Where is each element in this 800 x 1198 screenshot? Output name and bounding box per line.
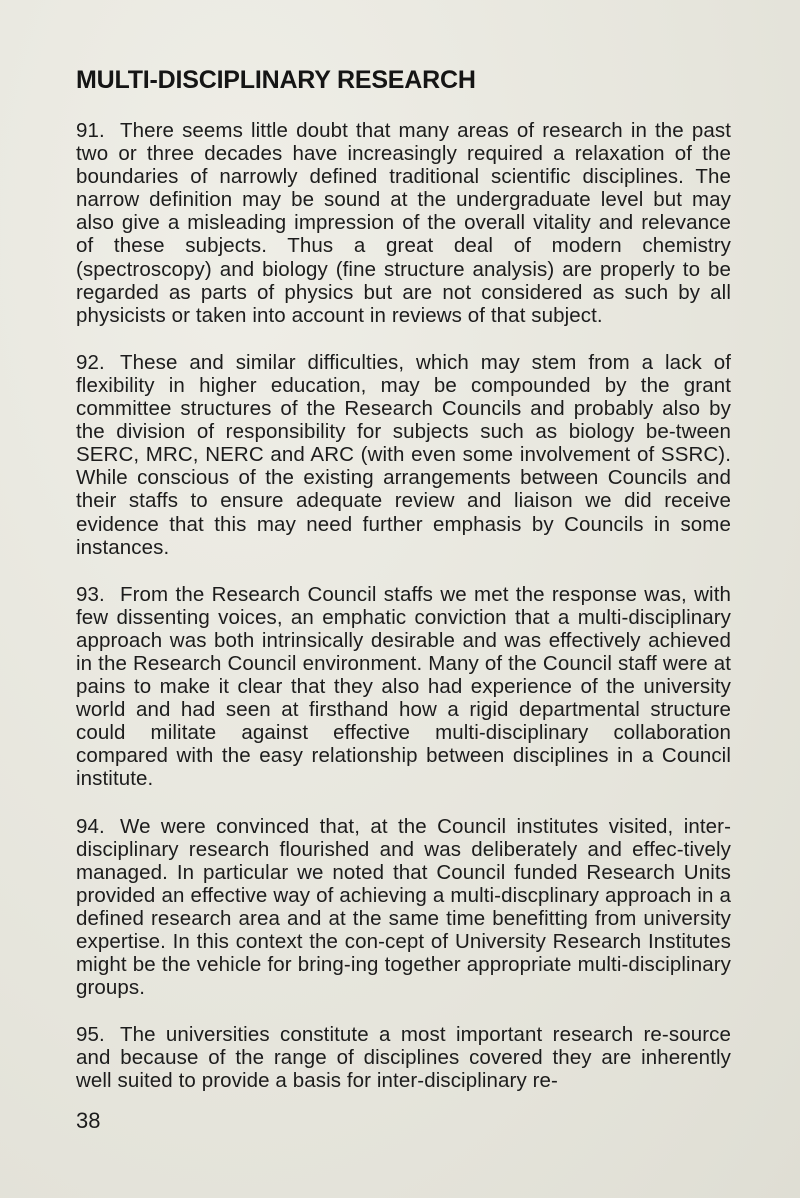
paragraph-number: 91. bbox=[76, 119, 105, 142]
paragraph-95 bbox=[76, 1023, 731, 1092]
paragraph-text: The universities constitute a most important research re-source and because of the range of disciplines covered they are inherently well suited to provide a basis for inter-disciplinary re- bbox=[76, 1023, 731, 1093]
paragraph-number: 94. bbox=[76, 814, 105, 838]
paragraph-94 bbox=[76, 815, 731, 1000]
paragraph-92 bbox=[76, 351, 731, 559]
paragraph-number: 92. bbox=[76, 350, 105, 374]
document-page bbox=[76, 66, 731, 1117]
paragraph-91 bbox=[76, 119, 731, 327]
paragraph-text: From the Research Council staffs we met the response was, with few dissenting voices, an emphatic conviction that a multi-disciplinary approach was both intrinsically desirable and was effectively achieved in the Research Council environment. Many of the Council staff were at pains to make it clear that they also had experience of the university world and had seen at firsthand how a rigid departmental structure could militate against effective multi-disciplinary collaboration compared with the easy relationship between disciplines in a Council institute. bbox=[76, 582, 731, 791]
paragraph-number: 93. bbox=[76, 582, 105, 606]
section-heading: MULTI-DISCIPLINARY RESEARCH bbox=[76, 66, 476, 94]
page-number: 38 bbox=[76, 1108, 101, 1133]
paragraph-93 bbox=[76, 583, 731, 791]
paragraph-text: There seems little doubt that many areas of research in the past two or three decades have increasingly required a relaxation of the boundaries of narrowly defined traditional scientific disciplines. The narrow definition may be sound at the undergraduate level but may also give a misleading impression of the overall vitality and relevance of these subjects. Thus a great deal of modern chemistry (spectroscopy) and biology (fine structure analysis) are properly to be regarded as parts of physics but are not considered as such by all physicists or taken into account in reviews of that subject. bbox=[76, 119, 731, 327]
paragraph-text: These and similar difficulties, which may stem from a lack of flexibility in higher education, may be compounded by the grant committee structures of the Research Councils and probably also by the division of responsibility for subjects such as biology be-tween SERC, MRC, NERC and ARC (with even some involvement of SSRC). While conscious of the existing arrangements between Councils and their staffs to ensure adequate review and liaison we did receive evidence that this may need further emphasis by Councils in some instances. bbox=[76, 350, 731, 559]
paragraph-number: 95. bbox=[76, 1023, 105, 1047]
paragraph-text: We were convinced that, at the Council institutes visited, inter-disciplinary research flourished and was deliberately and effec-tively managed. In particular we noted that Council funded Research Units provided an effective way of achieving a multi-discplinary approach in a defined research area and at the same time benefitting from university expertise. In this context the con-cept of University Research Institutes might be the vehicle for bring-ing together appropriate multi-disciplinary groups. bbox=[76, 814, 731, 1000]
